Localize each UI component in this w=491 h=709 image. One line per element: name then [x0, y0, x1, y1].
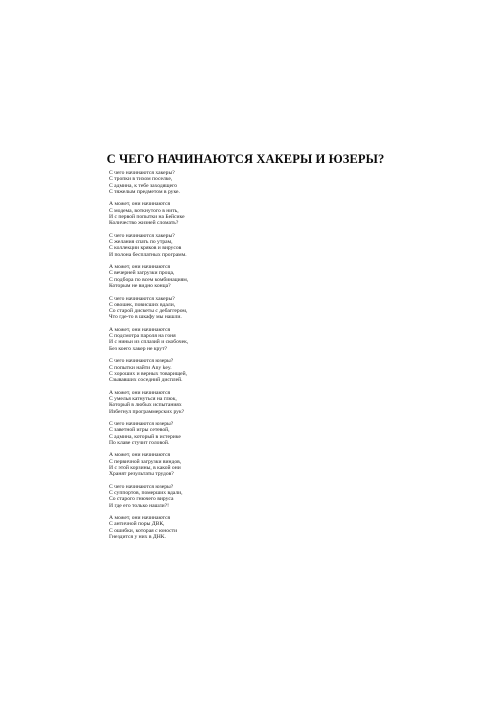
- poem-line: С чего начинаются хакеры?: [109, 295, 175, 302]
- poem-line: Сзывавших соседний дисплей.: [109, 377, 183, 384]
- poem-line: С чего начинаются хакеры?: [109, 232, 175, 239]
- poem-line: С тяжелым предметом в руке.: [109, 188, 180, 195]
- poem-line: Гнездится у них в ДНК.: [109, 534, 166, 541]
- poem-line: С админа, к тебе заходящего: [109, 182, 178, 189]
- poem-line: Хранят результаты трудов?: [109, 471, 174, 478]
- poem-line: С античной поры ДВК,: [109, 521, 165, 528]
- poem-line: С первичной загрузки виндов,: [109, 458, 182, 465]
- poem-line: С попытки найти Any key.: [109, 364, 172, 371]
- stanza-12: [109, 515, 349, 540]
- poem-line: Что где-то в шкафу мы нашли.: [109, 314, 182, 321]
- stanza-3: [109, 233, 349, 258]
- stanza-8: [109, 390, 349, 415]
- poem-line: С суппортов, померших вдали,: [109, 490, 183, 497]
- poem-line: И с ниньи из сплазий и скобочек,: [109, 339, 189, 346]
- poem-line: С коллекции кряков и вирусов: [109, 245, 182, 252]
- poem-line: С чего начинаются юзеры?: [109, 483, 174, 490]
- poem-line: И с этой корзины, в какой они: [109, 464, 181, 471]
- poem-line: Со старой дискеты с дебаггером,: [109, 308, 188, 315]
- poem-line: С тропки в тихом поселке,: [109, 176, 173, 183]
- poem-line: С чего начинаются юзеры?: [109, 358, 174, 365]
- poem-line: С чего начинаются хакеры?: [109, 170, 175, 176]
- stanza-10: [109, 452, 349, 477]
- poem-line: И где его только нашли?!: [109, 502, 169, 509]
- poem-line: А может, они начинаются: [109, 452, 171, 459]
- stanza-6: [109, 327, 349, 352]
- poem-line: А может, они начинаются: [109, 326, 171, 333]
- stanza-4: [109, 264, 349, 289]
- poem-line: С вечерней загрузки проца,: [109, 270, 175, 277]
- poem-line: Избегнул программерских рук?: [109, 408, 185, 415]
- stanza-9: [109, 421, 349, 446]
- stanza-7: [109, 358, 349, 383]
- poem-line: С подбора по всем комбинациям,: [109, 276, 189, 283]
- poem-line: А может, они начинаются: [109, 515, 171, 522]
- stanza-1: [109, 170, 349, 195]
- poem-line: С ошибки, которая с юности: [109, 527, 178, 534]
- poem-line: С хороших и верных товарищей,: [109, 370, 188, 377]
- poem-line: Количество жизней сломать?: [109, 220, 179, 227]
- poem-line: А может, они начинаются: [109, 201, 171, 208]
- poem-line: С овошек, повисших вдали,: [109, 301, 176, 308]
- poem-title: С ЧЕГО НАЧИНАЮТСЯ ХАКЕРЫ И ЮЗЕРЫ?: [106, 152, 385, 166]
- poem-body: [109, 170, 349, 547]
- poem-line: С чего начинаются юзеры?: [109, 421, 174, 427]
- stanza-11: [109, 484, 349, 509]
- poem-line: С модема, воткнутого в нить,: [109, 207, 179, 214]
- poem-line: С админа, который в истерике: [109, 433, 181, 440]
- poem-line: И полона бесплатных программ.: [109, 251, 187, 258]
- poem-line: С умелья катнуться на глюк,: [109, 395, 177, 402]
- poem-line: А может, они начинаются: [109, 264, 171, 271]
- poem-line: А может, они начинаются: [109, 389, 171, 396]
- poem-line: С желания спать по утрам,: [109, 239, 173, 246]
- poem-line: Без коего хакер не крут?: [109, 345, 168, 352]
- stanza-5: [109, 296, 349, 321]
- stanza-2: [109, 201, 349, 226]
- poem-line: Со старого гнючего вируса: [109, 496, 174, 503]
- poem-line: Которым не видно конца?: [109, 283, 171, 290]
- poem-line: По клаве стучит головой.: [109, 439, 170, 446]
- poem-line: И с первой попытки на Бейсике: [109, 213, 185, 220]
- poem-line: Который в любых испытаниях: [109, 402, 182, 409]
- poem-line: С заветной игры сетевой,: [109, 427, 170, 434]
- poem-line: С подсмотра пароля на гоня: [109, 333, 176, 340]
